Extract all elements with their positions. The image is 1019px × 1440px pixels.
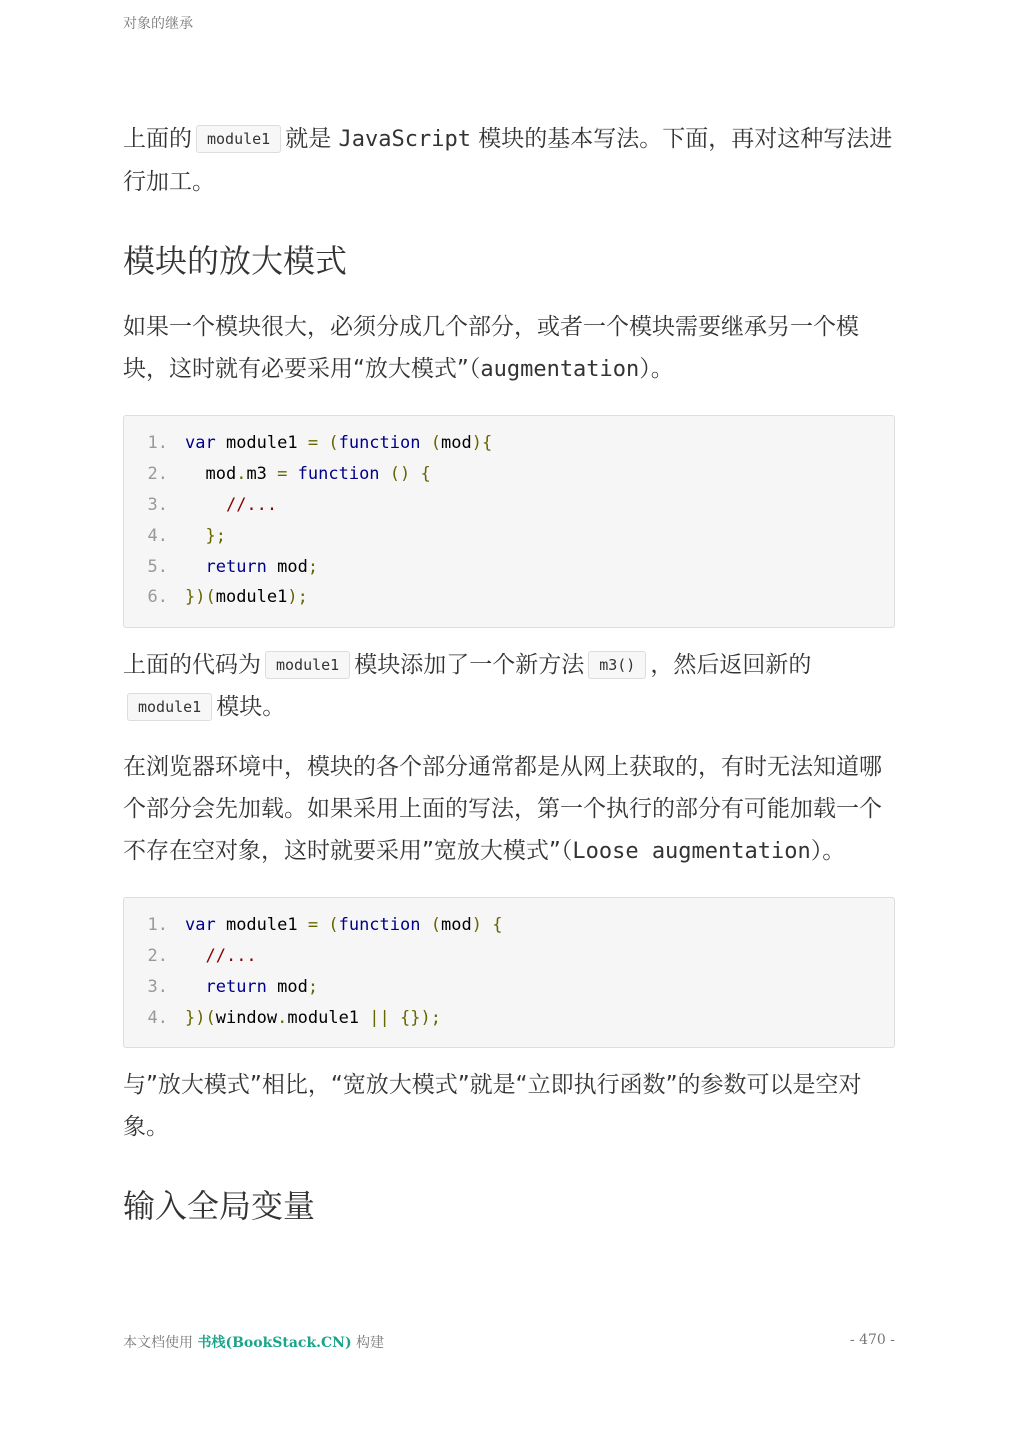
code-token [185, 526, 205, 546]
code-token: module1 [215, 433, 308, 454]
code-token [318, 915, 328, 935]
section-heading-global-variables: 输入全局变量 [123, 1186, 316, 1225]
code-block-augmentation [123, 415, 895, 628]
code-token: = [307, 915, 319, 936]
line-number: 6. [147, 587, 168, 608]
code-token: function [297, 464, 380, 485]
text: ，然后返回新的 [650, 651, 812, 678]
code-token: module1 [287, 1007, 370, 1028]
code-line [124, 428, 894, 459]
inline-mono: JavaScript [338, 127, 471, 152]
line-number: 1. [147, 433, 168, 454]
inline-code: module1 [265, 651, 350, 679]
paragraph-loose-augmentation [123, 746, 895, 873]
code-token: function [338, 915, 421, 936]
code-text [185, 1008, 441, 1028]
code-text [185, 433, 492, 453]
code-text [185, 587, 308, 607]
code-token: = [277, 464, 288, 485]
inline-mono: Loose augmentation [572, 838, 811, 864]
code-token: return [205, 976, 267, 997]
code-token: //... [225, 494, 278, 515]
code-token [420, 433, 430, 453]
section-heading-augmentation: 模块的放大模式 [123, 242, 348, 280]
code-token: var [185, 915, 216, 936]
code-token: })( [185, 1007, 216, 1028]
page-content [123, 118, 895, 1228]
code-token: mod [440, 433, 472, 454]
code-token: ); [287, 587, 308, 608]
code-token: ( [430, 915, 441, 936]
paragraph-augmentation [123, 306, 895, 391]
code-text [185, 915, 502, 935]
code-line [124, 459, 894, 490]
footer-bookstack-link[interactable]: 书栈(BookStack.CN) [197, 1335, 352, 1351]
footer-suffix: 构建 [351, 1335, 385, 1351]
code-line [124, 941, 894, 972]
code-text [185, 557, 318, 577]
line-number: 2. [147, 945, 168, 966]
code-token [185, 495, 226, 515]
code-token: ( [430, 433, 441, 454]
code-token: }; [205, 525, 226, 546]
code-text [185, 977, 318, 997]
code-text [185, 526, 226, 546]
code-token: ) [471, 915, 482, 936]
code-token: module1 [215, 587, 288, 608]
line-number: 3. [147, 976, 168, 997]
text: 模块的基本写法。下面，再对这种写法进行加工。 [123, 126, 893, 195]
code-token: return [205, 556, 267, 577]
code-text [185, 946, 257, 966]
code-token: module1 [215, 915, 308, 936]
footer-prefix: 本文档使用 [123, 1335, 198, 1351]
code-token: {}); [400, 1007, 441, 1028]
code-token: window [215, 1007, 278, 1028]
code-text [185, 495, 277, 515]
code-token [185, 557, 205, 577]
paragraph-intro [123, 118, 895, 203]
inline-code: module1 [196, 125, 281, 153]
page-number: - 470 - [849, 1332, 895, 1348]
code-token: ; [307, 556, 319, 577]
code-token: { [492, 915, 503, 936]
line-number: 1. [147, 915, 168, 936]
code-line [124, 971, 894, 1002]
code-token: function [338, 433, 421, 454]
code-line [124, 1002, 894, 1033]
code-token: mod [185, 464, 237, 485]
code-token: m3 [246, 464, 278, 485]
line-number: 4. [147, 525, 168, 546]
text: 上面的 [123, 126, 192, 152]
code-token: . [277, 1007, 288, 1028]
text: ）。 [810, 837, 846, 864]
text: 就是 [285, 126, 339, 152]
code-token: mod [266, 976, 308, 997]
code-line [124, 520, 894, 551]
code-token [410, 464, 420, 484]
text: 上面的代码为 [123, 651, 261, 678]
code-token: () [389, 464, 411, 485]
line-number: 4. [147, 1007, 168, 1028]
code-token: ( [328, 915, 339, 936]
code-line [124, 582, 894, 613]
code-token [185, 977, 205, 997]
code-token [380, 464, 390, 484]
code-token: . [236, 464, 247, 485]
code-token [318, 433, 328, 453]
code-token: })( [185, 587, 216, 608]
code-token: //... [205, 945, 257, 966]
text: 如果一个模块很大，必须分成几个部分，或者一个模块需要继承另一个模块，这时就有必要采用“放大模式”（ [123, 314, 859, 382]
code-token: = [307, 433, 319, 454]
text: ）。 [639, 356, 674, 382]
inline-code: m3() [588, 651, 646, 679]
footer-credit [123, 1332, 384, 1352]
code-block-loose-augmentation [123, 897, 895, 1048]
text: 在浏览器环境中，模块的各个部分通常都是从网上获取的，有时无法知道哪个部分会先加载。如果采用上面的写法，第一个执行的部分有可能加载一个不存在空对象，这时就要采用”宽放大模式”（ [123, 753, 882, 864]
inline-mono: augmentation [480, 357, 640, 382]
line-number: 3. [147, 494, 168, 515]
code-text [185, 464, 431, 484]
code-token [287, 464, 297, 484]
code-token [185, 946, 205, 966]
code-token: mod [440, 915, 472, 936]
code-token: ){ [471, 433, 493, 454]
text: 模块。 [216, 693, 286, 720]
code-token [420, 915, 430, 935]
inline-code: module1 [127, 693, 212, 721]
code-token [390, 1008, 400, 1028]
code-token: var [185, 433, 216, 454]
code-line [124, 551, 894, 582]
line-number: 5. [147, 556, 168, 577]
code-line [124, 490, 894, 521]
code-token: { [420, 464, 431, 485]
line-number: 2. [147, 464, 168, 485]
text: 模块添加了一个新方法 [354, 651, 585, 678]
paragraph-comparison: 与”放大模式”相比，“宽放大模式”就是“立即执行函数”的参数可以是空对象。 [123, 1071, 862, 1140]
code-token: ( [328, 433, 339, 454]
code-line [124, 910, 894, 941]
code-token: || [369, 1007, 390, 1028]
code-token: ; [307, 976, 319, 997]
code-token [482, 915, 492, 935]
code-token: mod [266, 556, 308, 577]
running-header: 对象的继承 [123, 16, 193, 32]
paragraph-code-explanation [123, 644, 895, 728]
